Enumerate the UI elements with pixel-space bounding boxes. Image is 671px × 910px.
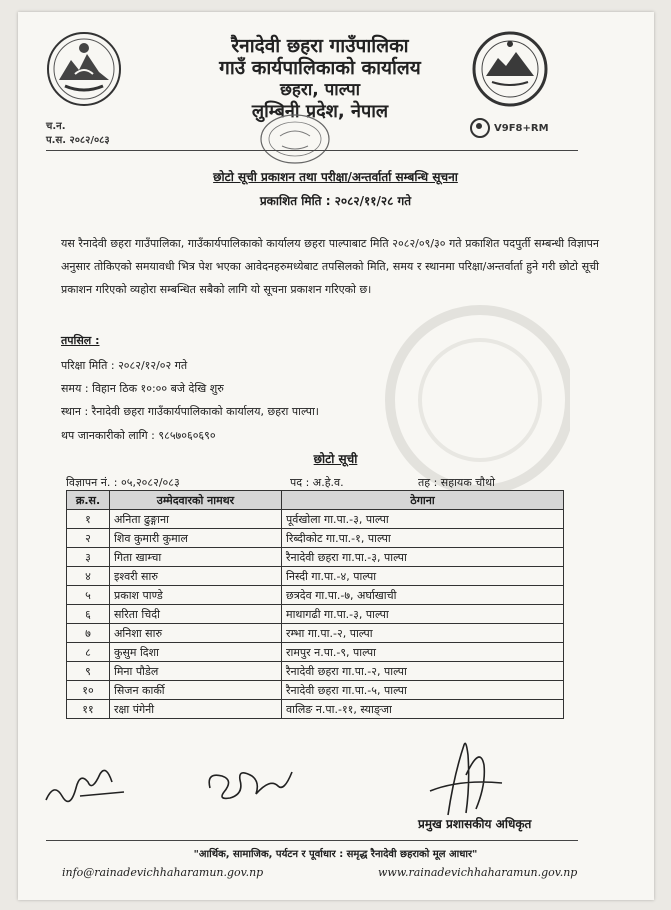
table-row xyxy=(67,681,564,700)
table-row xyxy=(67,605,564,624)
province-name: लुम्बिनी प्रदेश, नेपाल xyxy=(251,101,389,122)
table-header-row xyxy=(67,491,564,510)
signature-1 xyxy=(40,752,130,812)
advertisement-number: विज्ञापन नं. : ०५,२०८२/०८३ xyxy=(66,476,180,489)
table-row xyxy=(67,700,564,719)
row-name: इश्वरी सारु xyxy=(110,567,282,586)
row-sn: ३ xyxy=(67,548,110,567)
row-name: अनिता ढुङ्गाना xyxy=(110,510,282,529)
officer-title: प्रमुख प्रशासकीय अधिकृत xyxy=(418,817,532,831)
dispatch-number: च.न. xyxy=(46,121,66,132)
office-stamp xyxy=(250,108,340,170)
row-name: कुसुम दिशा xyxy=(110,643,282,662)
row-name: शिव कुमारी कुमाल xyxy=(110,529,282,548)
column-header-name: उम्मेदवारको नामथर xyxy=(110,491,282,510)
footer-slogan: "आर्थिक, सामाजिक, पर्यटन र पूर्वाधार : समृद्ध रैनादेवी छहराको मूल आधार" xyxy=(193,849,478,860)
row-name: सरिता चिदी xyxy=(110,605,282,624)
nepal-government-emblem xyxy=(45,30,123,108)
row-sn: ६ xyxy=(67,605,110,624)
table-row xyxy=(67,643,564,662)
footer-website: www.rainadevichhaharamun.gov.np xyxy=(378,866,578,879)
row-name: रक्षा पंगेनी xyxy=(110,700,282,719)
plus-code xyxy=(470,118,549,138)
row-address: रिब्दीकोट गा.पा.-१, पाल्पा xyxy=(282,529,564,548)
signature-2 xyxy=(200,758,305,810)
column-header-address: ठेगाना xyxy=(282,491,564,510)
row-address: रम्भा गा.पा.-२, पाल्पा xyxy=(282,624,564,643)
notice-title: छोटो सूची प्रकाशन तथा परीक्षा/अन्तर्वार्ता सम्बन्धि सूचना xyxy=(213,170,458,184)
row-sn: ५ xyxy=(67,586,110,605)
row-address: रामपुर न.पा.-९, पाल्पा xyxy=(282,643,564,662)
details-heading: तपसिल : xyxy=(61,334,100,347)
row-address: रैनादेवी छहरा गा.पा.-३, पाल्पा xyxy=(282,548,564,567)
table-row xyxy=(67,586,564,605)
row-sn: ८ xyxy=(67,643,110,662)
table-row xyxy=(67,662,564,681)
notice-body: यस रैनादेवी छहरा गाउँपालिका, गाउँकार्यपालिकाको कार्यालय छहरा पाल्पाबाट मिति २०८२/०९/३० गते प्रकाशित पदपुर्ती सम्बन्धी विज्ञापन अनुसार तोकिएको समयावधी भित्र पेश भएका आवेदनहरुमध्येबाट तपसिलको मिति, समय र स्थानमा परिक्षा/अन्तर्वार्ता हुने गरी छोटो सूची प्रकाशन गरिएको व्यहोरा सम्बन्धित सबैको लागि यो सूचना प्रकाशन गरिएको छ। xyxy=(61,237,599,296)
row-address: पूर्वखोला गा.पा.-३, पाल्पा xyxy=(282,510,564,529)
location-pin-icon xyxy=(470,118,490,138)
table-row xyxy=(67,624,564,643)
letter-number: प.स. २०८२/०८३ xyxy=(46,135,110,146)
municipality-name: रैनादेवी छहरा गाउँपालिका xyxy=(231,35,409,57)
row-name: गिता खाम्चा xyxy=(110,548,282,567)
post-name: पद : अ.हे.व. xyxy=(290,476,344,489)
published-date: प्रकाशित मिति : २०८२/११/२८ गते xyxy=(259,194,412,208)
row-address: वालिङ न.पा.-११, स्याङ्जा xyxy=(282,700,564,719)
table-row xyxy=(67,567,564,586)
municipality-logo xyxy=(470,30,550,108)
row-sn: ४ xyxy=(67,567,110,586)
row-address: माथागढी गा.पा.-३, पाल्पा xyxy=(282,605,564,624)
signature-3 xyxy=(420,735,510,820)
exam-date: परिक्षा मिति : २०८२/१२/०२ गते xyxy=(61,359,188,372)
exam-time: समय : विहान ठिक १०:०० बजे देखि शुरु xyxy=(61,382,224,395)
row-address: छत्रदेव गा.पा.-७, अर्घाखाची xyxy=(282,586,564,605)
row-name: सिजन कार्की xyxy=(110,681,282,700)
contact-number: थप जानकारीको लागि : ९८५७०६०६९० xyxy=(61,429,216,442)
row-sn: २ xyxy=(67,529,110,548)
row-name: अनिशा सारु xyxy=(110,624,282,643)
table-row xyxy=(67,529,564,548)
candidate-table xyxy=(66,490,564,719)
plus-code-value: V9F8+RM xyxy=(494,122,549,134)
table-row xyxy=(67,548,564,567)
row-address: निस्दी गा.पा.-४, पाल्पा xyxy=(282,567,564,586)
row-address: रैनादेवी छहरा गा.पा.-२, पाल्पा xyxy=(282,662,564,681)
table-row xyxy=(67,510,564,529)
row-address: रैनादेवी छहरा गा.पा.-५, पाल्पा xyxy=(282,681,564,700)
footer-email: info@rainadevichhaharamun.gov.np xyxy=(62,866,264,879)
post-level: तह : सहायक चौथो xyxy=(418,476,495,489)
office-name: गाउँ कार्यपालिकाको कार्यालय xyxy=(219,57,421,79)
shortlist-title: छोटो सूची xyxy=(313,452,358,466)
exam-venue: स्थान : रैनादेवी छहरा गाउँकार्यपालिकाको कार्यालय, छहरा पाल्पा। xyxy=(61,405,319,418)
row-sn: ११ xyxy=(67,700,110,719)
row-sn: ७ xyxy=(67,624,110,643)
row-sn: १ xyxy=(67,510,110,529)
footer-divider xyxy=(46,840,578,841)
row-sn: ९ xyxy=(67,662,110,681)
row-name: मिना पौडेल xyxy=(110,662,282,681)
office-location: छहरा, पाल्पा xyxy=(279,80,361,100)
header-divider xyxy=(46,150,578,151)
row-sn: १० xyxy=(67,681,110,700)
row-name: प्रकाश पाण्डे xyxy=(110,586,282,605)
column-header-sn: क्र.स. xyxy=(67,491,110,510)
